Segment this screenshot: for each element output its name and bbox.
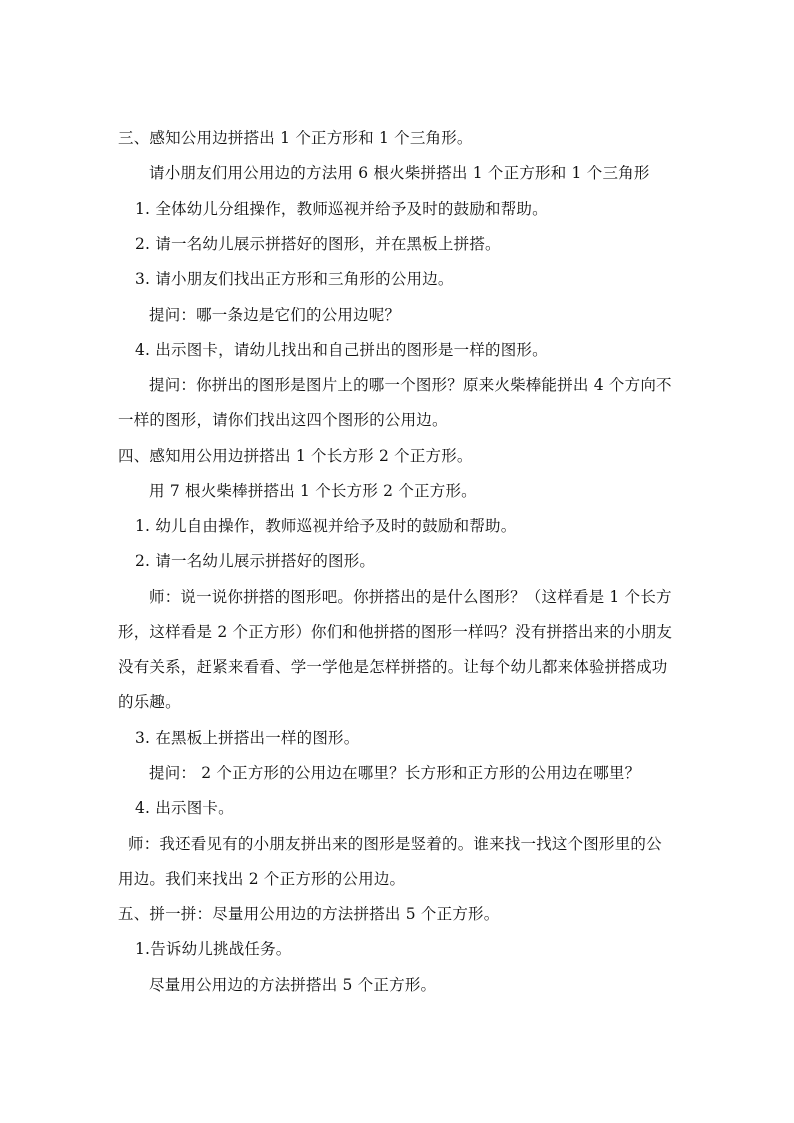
list-item-1: 1. 幼儿自由操作，教师巡视并给予及时的鼓励和帮助。 — [135, 517, 517, 535]
paragraph-line: 没有关系，赶紧来看看、学一学他是怎样拼搭的。让每个幼儿都来体验拼搭成功 — [118, 658, 668, 676]
paragraph-line: 尽量用公用边的方法拼搭出 5 个正方形。 — [149, 976, 437, 994]
paragraph-line: 形，这样看是 2 个正方形）你们和他拼搭的图形一样吗？没有拼搭出来的小朋友 — [118, 623, 673, 641]
section-heading-3: 三、感知公用边拼搭出 1 个正方形和 1 个三角形。 — [118, 129, 473, 147]
question-line: 提问：哪一条边是它们的公用边呢？ — [149, 306, 401, 324]
question-line: 提问： 2 个正方形的公用边在哪里？长方形和正方形的公用边在哪里？ — [149, 764, 641, 782]
section-heading-4: 四、感知用公用边拼搭出 1 个长方形 2 个正方形。 — [118, 447, 473, 465]
list-item-1: 1.告诉幼儿挑战任务。 — [135, 940, 292, 958]
list-item-2: 2. 请一名幼儿展示拼搭好的图形。 — [135, 552, 376, 570]
list-item-2: 2. 请一名幼儿展示拼搭好的图形，并在黑板上拼搭。 — [135, 235, 501, 253]
list-item-3: 3. 请小朋友们找出正方形和三角形的公用边。 — [135, 270, 454, 288]
paragraph-line: 用边。我们来找出 2 个正方形的公用边。 — [118, 870, 406, 888]
paragraph-line: 请小朋友们用公用边的方法用 6 根火柴拼搭出 1 个正方形和 1 个三角形 — [149, 164, 650, 182]
paragraph-line: 师：我还看见有的小朋友拼出来的图形是竖着的。谁来找一找这个图形里的公 — [128, 835, 662, 853]
paragraph-line: 一样的图形，请你们找出这四个图形的公用边。 — [118, 411, 448, 429]
paragraph-line: 用 7 根火柴棒拼搭出 1 个长方形 2 个正方形。 — [149, 482, 477, 500]
paragraph-line: 提问：你拼出的图形是图片上的哪一个图形？原来火柴棒能拼出 4 个方向不 — [149, 376, 672, 394]
list-item-4: 4. 出示图卡，请幼儿找出和自己拼出的图形是一样的图形。 — [135, 341, 548, 359]
list-item-3: 3. 在黑板上拼搭出一样的图形。 — [135, 729, 360, 747]
paragraph-line: 师：说一说你拼搭的图形吧。你拼搭出的是什么图形？（这样看是 1 个长方 — [149, 588, 672, 606]
list-item-4: 4. 出示图卡。 — [135, 799, 234, 817]
paragraph-line: 的乐趣。 — [118, 693, 181, 711]
list-item-1: 1. 全体幼儿分组操作，教师巡视并给予及时的鼓励和帮助。 — [135, 200, 548, 218]
section-heading-5: 五、拼一拼：尽量用公用边的方法拼搭出 5 个正方形。 — [118, 905, 500, 923]
